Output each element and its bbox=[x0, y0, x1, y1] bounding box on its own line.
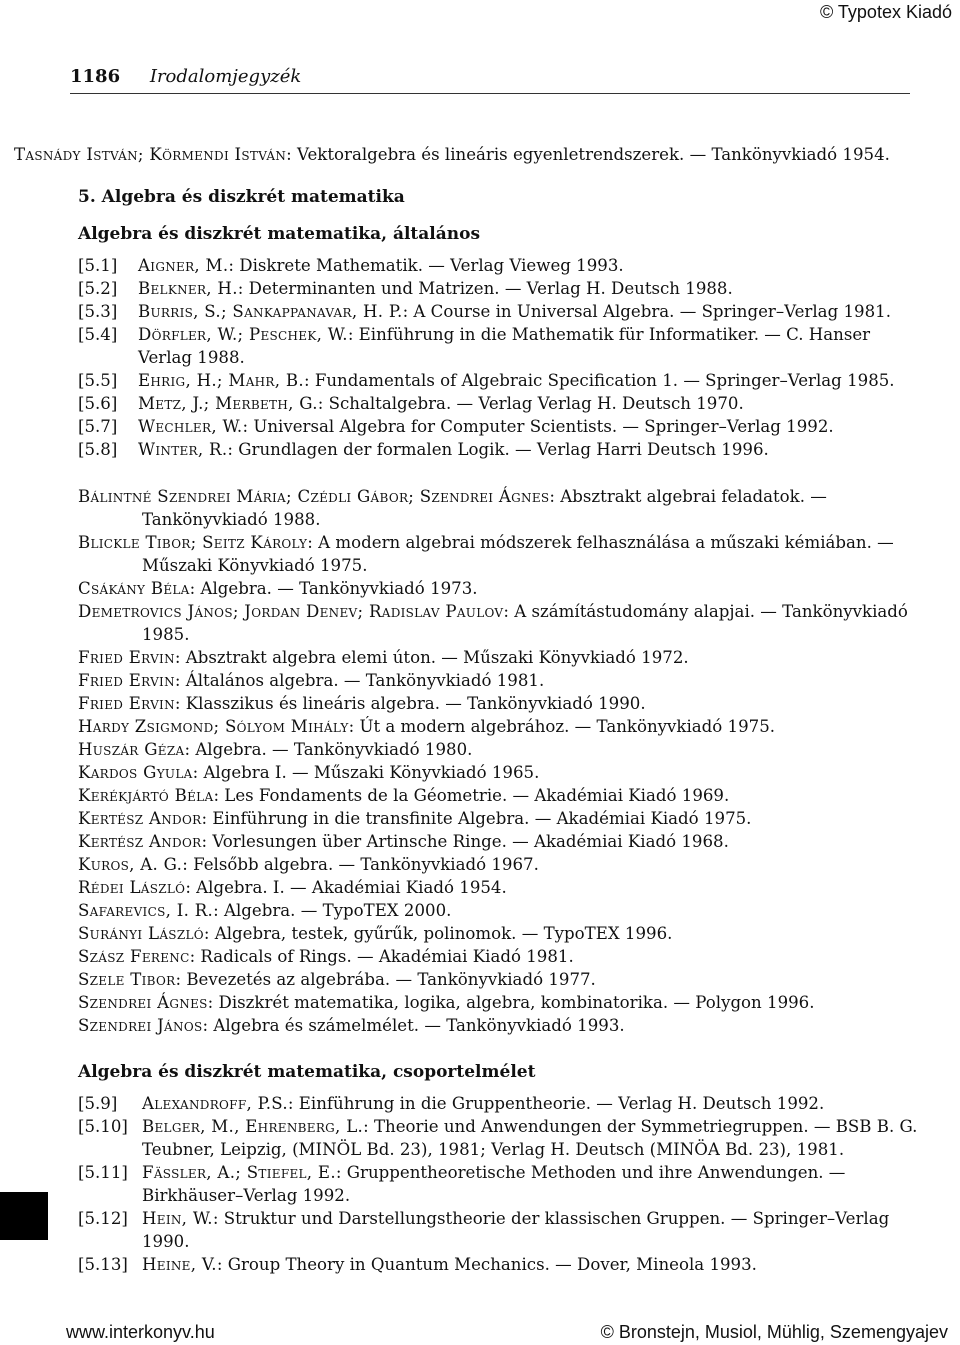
bib-entry bbox=[78, 369, 918, 392]
entry-text: : Vektoralgebra és lineáris egyenletrendszerek. — Tankönyvkiadó 1954. bbox=[286, 145, 890, 164]
entry-key: [5.10] bbox=[78, 1117, 128, 1136]
entry-authors: Hein, W. bbox=[142, 1209, 213, 1228]
numbered-list-general bbox=[78, 254, 918, 461]
entry-text: : Universal Algebra for Computer Scientists. — Springer–Verlag 1992. bbox=[242, 417, 834, 436]
entry-text: : Felsőbb algebra. — Tankönyvkiadó 1967. bbox=[182, 855, 539, 874]
entry-authors: Blickle Tibor; Seitz Károly bbox=[78, 533, 308, 552]
entry-text: : Út a modern algebrához. — Tankönyvkiadó 1975. bbox=[348, 717, 776, 736]
entry-authors: Safarevics, I. R. bbox=[78, 901, 214, 920]
numbered-list-group-theory bbox=[78, 1092, 918, 1276]
entry-text: : Absztrakt algebra elemi úton. — Műszaki Könyvkiadó 1972. bbox=[174, 648, 689, 667]
bib-entry bbox=[78, 577, 918, 600]
bib-entry bbox=[78, 646, 918, 669]
bib-entry bbox=[78, 1092, 918, 1115]
bib-entry bbox=[78, 1161, 918, 1207]
header-rule bbox=[70, 93, 910, 94]
entry-key: [5.6] bbox=[78, 394, 118, 413]
entry-authors: Ehrig, H.; Mahr, B. bbox=[138, 371, 304, 390]
bib-entry bbox=[78, 853, 918, 876]
bib-entry bbox=[78, 277, 918, 300]
bib-entry bbox=[78, 415, 918, 438]
bib-entry bbox=[78, 438, 918, 461]
entry-key: [5.4] bbox=[78, 325, 118, 344]
bibliography-content bbox=[14, 143, 918, 1276]
bib-entry bbox=[78, 738, 918, 761]
bib-entry bbox=[78, 761, 918, 784]
section-title: 5. Algebra és diszkrét matematika bbox=[78, 187, 405, 207]
entry-authors: Belger, M., Ehrenberg, L. bbox=[142, 1117, 364, 1136]
entry-authors: Kertész Andor bbox=[78, 832, 202, 851]
entry-authors: Dörfler, W.; Peschek, W. bbox=[138, 325, 348, 344]
bib-entry bbox=[78, 485, 918, 531]
bib-entry bbox=[78, 784, 918, 807]
entry-authors: Kertész Andor bbox=[78, 809, 202, 828]
entry-authors: Rédei László bbox=[78, 878, 186, 897]
entry-text: : Einführung in die Mathematik für Informatiker. — C. Hanser Verlag 1988. bbox=[138, 325, 871, 367]
entry-text: : Gruppentheoretische Methoden und ihre Anwendungen. — Birkhäuser–Verlag 1992. bbox=[142, 1163, 846, 1205]
entry-authors: Hardy Zsigmond; Sólyom Mihály bbox=[78, 717, 349, 736]
entry-text: : Determinanten und Matrizen. — Verlag H. Deutsch 1988. bbox=[237, 279, 733, 298]
bib-entry bbox=[78, 830, 918, 853]
entry-key: [5.8] bbox=[78, 440, 118, 459]
entry-key: [5.5] bbox=[78, 371, 118, 390]
entry-authors: Fässler, A.; Stiefel, E. bbox=[142, 1163, 336, 1182]
entry-text: : Group Theory in Quantum Mechanics. — Dover, Mineola 1993. bbox=[216, 1255, 757, 1274]
entry-key: [5.12] bbox=[78, 1209, 128, 1228]
entry-text: : Struktur und Darstellungstheorie der klassischen Gruppen. — Springer–Verlag 1990. bbox=[142, 1209, 890, 1251]
bib-entry bbox=[78, 922, 918, 945]
entry-text: : Einführung in die Gruppentheorie. — Verlag H. Deutsch 1992. bbox=[287, 1094, 825, 1113]
page-header bbox=[70, 66, 301, 87]
entry-text: : Algebra. — Tankönyvkiadó 1980. bbox=[184, 740, 473, 759]
entry-authors: Wechler, W. bbox=[138, 417, 243, 436]
entry-authors: Kardos Gyula bbox=[78, 763, 193, 782]
entry-text: : Diskrete Mathematik. — Verlag Vieweg 1993. bbox=[228, 256, 624, 275]
entry-text: : Vorlesungen über Artinsche Ringe. — Akadémiai Kiadó 1968. bbox=[201, 832, 729, 851]
entry-text: : Algebra, testek, gyűrűk, polinomok. — TypoTEX 1996. bbox=[203, 924, 673, 943]
entry-key: [5.9] bbox=[78, 1094, 118, 1113]
entry-authors: Csákány Béla bbox=[78, 579, 190, 598]
bib-entry bbox=[78, 876, 918, 899]
entry-key: [5.13] bbox=[78, 1255, 128, 1274]
entry-text: : Schaltalgebra. — Verlag Verlag H. Deutsch 1970. bbox=[317, 394, 744, 413]
entry-authors: Szele Tibor bbox=[78, 970, 176, 989]
bib-entry bbox=[78, 899, 918, 922]
entry-text: : Algebra. — TypoTEX 2000. bbox=[213, 901, 452, 920]
entry-authors: Winter, R. bbox=[138, 440, 228, 459]
entry-authors: Fried Ervin bbox=[78, 648, 175, 667]
entry-authors: Kuros, A. G. bbox=[78, 855, 183, 874]
entry-text: : Diszkrét matematika, logika, algebra, kombinatorika. — Polygon 1996. bbox=[207, 993, 815, 1012]
entry-text: : Fundamentals of Algebraic Specification 1. — Springer–Verlag 1985. bbox=[303, 371, 895, 390]
entry-text: : Einführung in die transfinite Algebra. — Akadémiai Kiadó 1975. bbox=[201, 809, 752, 828]
bib-entry bbox=[78, 1207, 918, 1253]
entry-authors: Kerékjártó Béla bbox=[78, 786, 214, 805]
entry-text: : A Course in Universal Algebra. — Springer–Verlag 1981. bbox=[402, 302, 891, 321]
entry-text: : Theorie und Anwendungen der Symmetriegruppen. — BSB B. G. Teubner, Leipzig, (MINÖL Bd. 23), 1981; Verlag H. Deutsch (MINÖA Bd. 23), 1981. bbox=[142, 1117, 918, 1159]
bib-entry bbox=[78, 531, 918, 577]
entry-key: [5.1] bbox=[78, 256, 118, 275]
entry-text: : Algebra és számelmélet. — Tankönyvkiadó 1993. bbox=[202, 1016, 625, 1035]
footer-url: www.interkonyv.hu bbox=[66, 1322, 215, 1342]
entry-text: : Bevezetés az algebrába. — Tankönyvkiadó 1977. bbox=[175, 970, 596, 989]
entry-text: : Algebra. I. — Akadémiai Kiadó 1954. bbox=[185, 878, 507, 897]
entry-authors: Tasnády István; Körmendi István bbox=[14, 145, 287, 164]
entry-authors: Szendrei János bbox=[78, 1016, 203, 1035]
entry-authors: Bálintné Szendrei Mária; Czédli Gábor; Szendrei Ágnes bbox=[78, 487, 550, 506]
entry-authors: Szász Ferenc bbox=[78, 947, 190, 966]
bib-entry bbox=[78, 323, 918, 369]
entry-text: : Les Fondaments de la Géometrie. — Akadémiai Kiadó 1969. bbox=[213, 786, 730, 805]
bib-entry bbox=[78, 968, 918, 991]
bib-entry bbox=[78, 600, 918, 646]
page-number: 1186 bbox=[70, 66, 121, 87]
footer-copyright: © Bronstejn, Musiol, Mühlig, Szemengyajev bbox=[600, 1322, 948, 1342]
bib-entry bbox=[78, 669, 918, 692]
entry-key: [5.7] bbox=[78, 417, 118, 436]
entry-authors: Fried Ervin bbox=[78, 694, 175, 713]
entry-authors: Surányi László bbox=[78, 924, 204, 943]
bib-entry bbox=[78, 692, 918, 715]
entry-text: : Radicals of Rings. — Akadémiai Kiadó 1981. bbox=[189, 947, 574, 966]
bib-entry bbox=[78, 807, 918, 830]
running-title: Irodalomjegyzék bbox=[149, 66, 302, 87]
bib-entry bbox=[78, 1014, 918, 1037]
entry-text: : Grundlagen der formalen Logik. — Verlag Harri Deutsch 1996. bbox=[227, 440, 769, 459]
entry-authors: Burris, S.; Sankappanavar, H. P. bbox=[138, 302, 403, 321]
entry-text: : Algebra. — Tankönyvkiadó 1973. bbox=[189, 579, 478, 598]
entry-authors: Demetrovics János; Jordan Denev; Radislav Paulov bbox=[78, 602, 504, 621]
hungarian-list bbox=[78, 485, 918, 1037]
entry-authors: Huszár Géza bbox=[78, 740, 185, 759]
entry-text: : Általános algebra. — Tankönyvkiadó 1981. bbox=[174, 671, 545, 690]
entry-authors: Metz, J.; Merbeth, G. bbox=[138, 394, 318, 413]
bib-entry bbox=[78, 715, 918, 738]
entry-key: [5.3] bbox=[78, 302, 118, 321]
bib-entry bbox=[78, 254, 918, 277]
bib-entry bbox=[78, 991, 918, 1014]
subsection-title-group-theory: Algebra és diszkrét matematika, csoportelmélet bbox=[78, 1062, 536, 1082]
bib-entry bbox=[78, 1115, 918, 1161]
bib-entry bbox=[78, 300, 918, 323]
intro-entry bbox=[14, 143, 918, 166]
entry-authors: Szendrei Ágnes bbox=[78, 993, 208, 1012]
bib-entry bbox=[78, 1253, 918, 1276]
entry-text: : A számítástudomány alapjai. — Tankönyvkiadó 1985. bbox=[142, 602, 908, 644]
entry-text: : Absztrakt algebrai feladatok. — Tankönyvkiadó 1988. bbox=[142, 487, 827, 529]
thumb-index-tab bbox=[0, 1192, 48, 1240]
bib-entry bbox=[78, 392, 918, 415]
subsection-title-general: Algebra és diszkrét matematika, általános bbox=[78, 224, 481, 244]
entry-text: : Klasszikus és lineáris algebra. — Tankönyvkiadó 1990. bbox=[174, 694, 646, 713]
entry-authors: Aigner, M. bbox=[138, 256, 229, 275]
entry-text: : Algebra I. — Műszaki Könyvkiadó 1965. bbox=[192, 763, 540, 782]
entry-authors: Alexandroff, P.S. bbox=[142, 1094, 288, 1113]
entry-authors: Belkner, H. bbox=[138, 279, 238, 298]
entry-key: [5.11] bbox=[78, 1163, 128, 1182]
bib-entry bbox=[78, 945, 918, 968]
entry-authors: Fried Ervin bbox=[78, 671, 175, 690]
entry-authors: Heine, V. bbox=[142, 1255, 217, 1274]
entry-key: [5.2] bbox=[78, 279, 118, 298]
entry-text: : A modern algebrai módszerek felhasználása a műszaki kémiában. — Műszaki Könyvkiadó 1975. bbox=[142, 533, 894, 575]
publisher-watermark: © Typotex Kiadó bbox=[819, 2, 952, 22]
